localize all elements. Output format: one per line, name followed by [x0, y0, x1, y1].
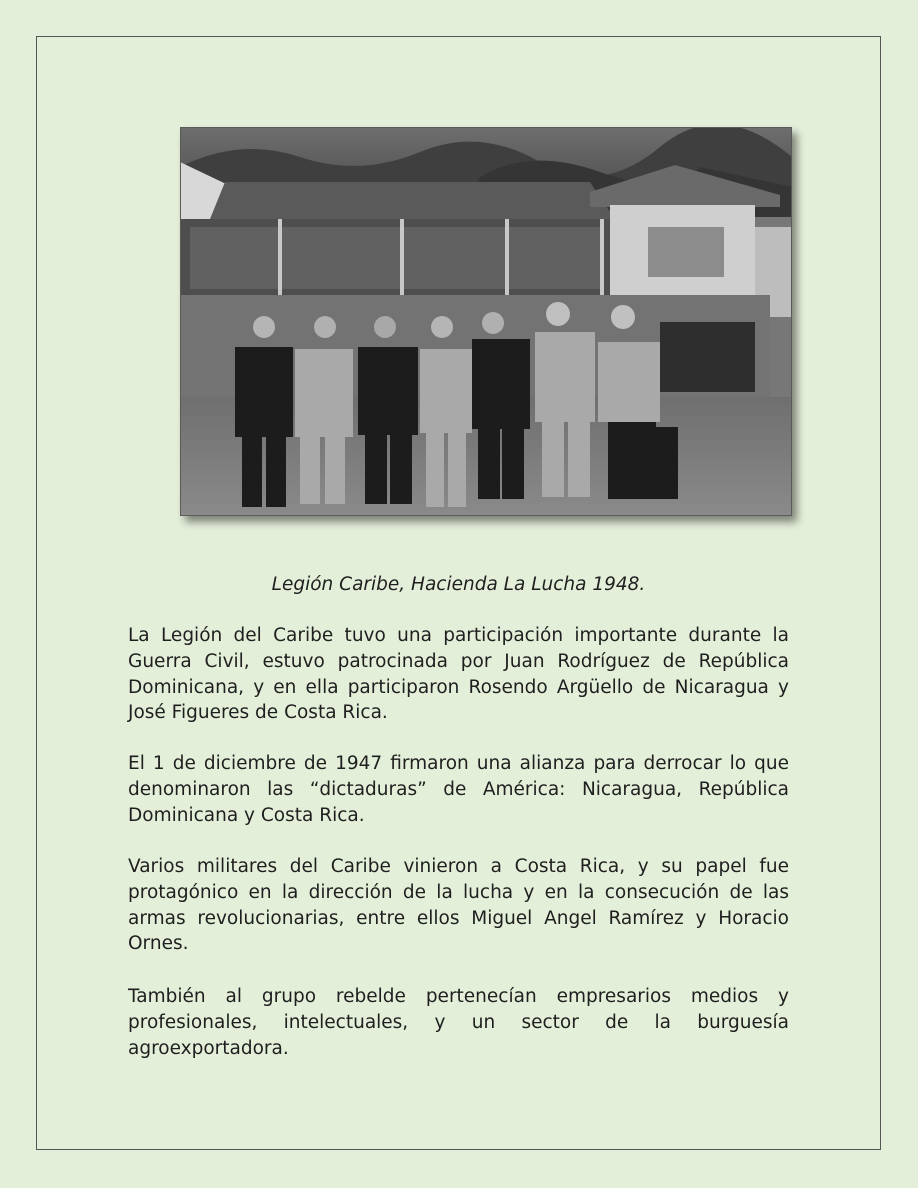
- paragraph-militares: Varios militares del Caribe vinieron a Costa Rica, y su papel fue protagónico en la dirección de la lucha y en la consecución de las armas revolucionarias, entre ellos Miguel Angel Ramírez y Horacio Ornes.: [128, 856, 789, 955]
- paragraph-alianza: El 1 de diciembre de 1947 firmaron una alianza para derrocar lo que denominaron las “dictaduras” de América: Nicaragua, República Dominicana y Costa Rica.: [128, 753, 789, 826]
- paragraph-legion-caribe: La Legión del Caribe tuvo una participación importante durante la Guerra Civil, estuvo patrocinada por Juan Rodríguez de República Dominicana, y en ella participaron Rosendo Argüello de Nicaragua y José Figueres de Costa Rica.: [128, 625, 789, 724]
- photo-caption: Legión Caribe, Hacienda La Lucha 1948.: [271, 574, 646, 595]
- paragraph-grupo-rebelde: También al grupo rebelde pertenecían empresarios medios y profesionales, intelectuales, y un sector de la burguesía agroexportadora.: [128, 986, 789, 1059]
- historical-group-photo: [180, 127, 792, 516]
